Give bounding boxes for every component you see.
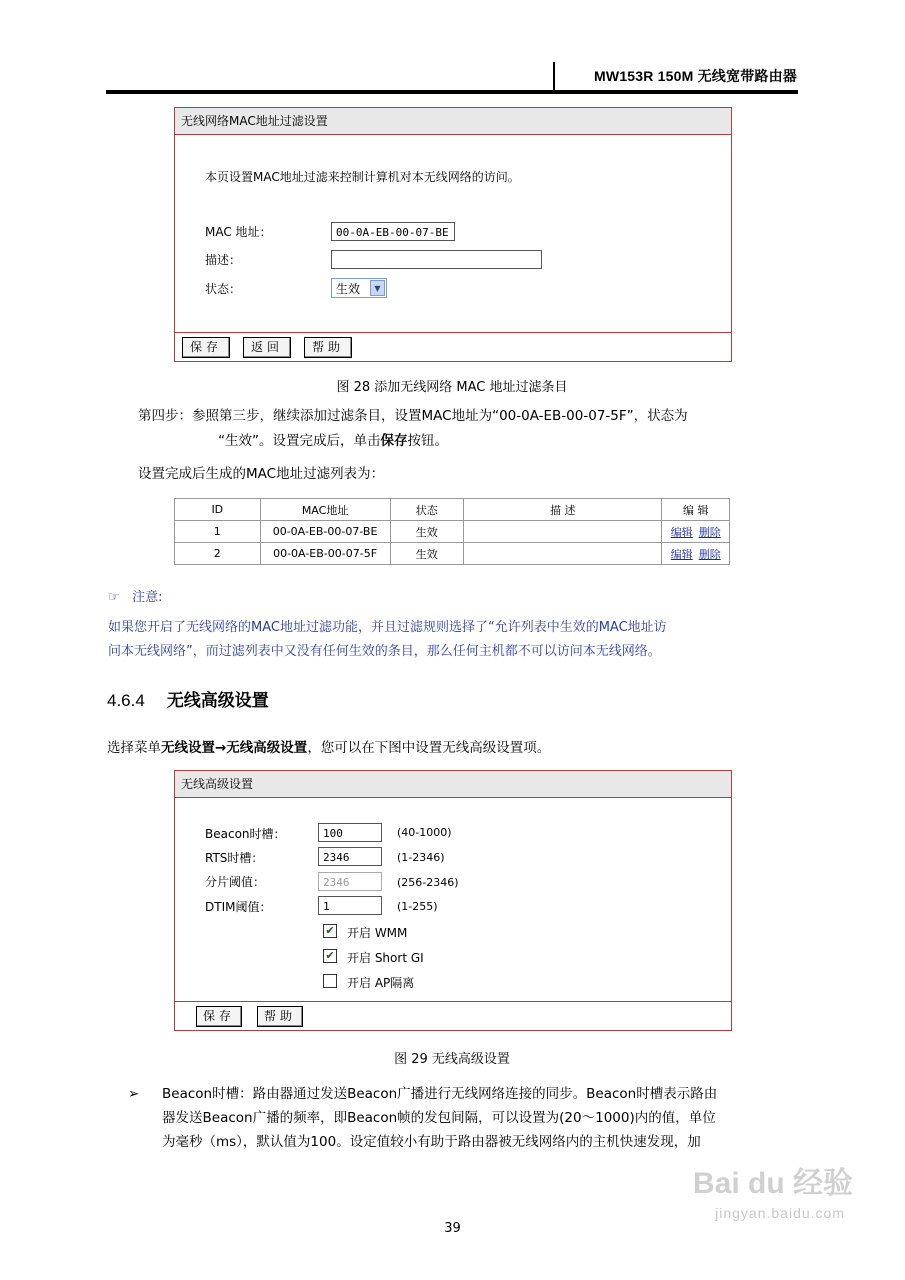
row-desc bbox=[464, 521, 662, 543]
row-mac: 00-0A-EB-00-07-5F bbox=[260, 543, 390, 565]
dtim-range: (1-255) bbox=[397, 900, 438, 913]
col-status: 状态 bbox=[390, 499, 464, 521]
mac-filter-panel bbox=[174, 107, 732, 362]
header-rule bbox=[106, 90, 798, 94]
beacon-range: (40-1000) bbox=[397, 826, 452, 839]
bullet-line3: 为毫秒（ms），默认值为100。设定值较小有助于路由器被无线网络内的主机快速发现，加 bbox=[162, 1134, 701, 1150]
mac-address-label: MAC 地址： bbox=[205, 225, 272, 239]
row-status: 生效 bbox=[390, 521, 464, 543]
row-actions bbox=[662, 543, 730, 565]
ap-isolation-checkbox[interactable] bbox=[323, 974, 337, 988]
edit-link[interactable]: 编辑 bbox=[670, 547, 693, 561]
step4-line1: 第四步：参照第三步，继续添加过滤条目，设置MAC地址为“00-0A-EB-00-07-5F”，状态为 bbox=[138, 408, 688, 424]
note-line1: 如果您开启了无线网络的MAC地址过滤功能，并且过滤规则选择了“允许列表中生效的MAC地址访 bbox=[108, 620, 667, 635]
note-line2: 问本无线网络”，而过滤列表中又没有任何生效的条目，那么任何主机都不可以访问本无线网络。 bbox=[108, 644, 661, 659]
table-row bbox=[175, 521, 730, 543]
help-button[interactable]: 帮助 bbox=[304, 337, 352, 358]
beacon-input[interactable]: 100 bbox=[318, 823, 382, 842]
bullet-line1: Beacon时槽：路由器通过发送Beacon广播进行无线网络连接的同步。Beacon时槽表示路由 bbox=[162, 1086, 718, 1102]
chevron-down-icon[interactable]: ▼ bbox=[370, 280, 385, 296]
advanced-panel-title: 无线高级设置 bbox=[175, 771, 731, 798]
step4-text-a: “生效”。设置完成后，单击 bbox=[218, 433, 381, 449]
row-status: 生效 bbox=[390, 543, 464, 565]
mac-panel-description: 本页设置MAC地址过滤来控制计算机对本无线网络的访问。 bbox=[205, 170, 520, 184]
description-label: 描述： bbox=[205, 253, 242, 267]
status-select-value: 生效 bbox=[336, 282, 361, 296]
rts-range: (1-2346) bbox=[397, 851, 445, 864]
note-title: 注意: bbox=[132, 590, 163, 605]
status-label: 状态： bbox=[205, 282, 242, 296]
ap-isolation-label: 开启 AP隔离 bbox=[347, 976, 415, 990]
baidu-watermark-logo: Bai du 经验 bbox=[692, 1167, 853, 1200]
table-row bbox=[175, 543, 730, 565]
save-button[interactable]: 保存 bbox=[196, 1006, 242, 1027]
rts-input[interactable]: 2346 bbox=[318, 847, 382, 866]
beacon-label: Beacon时槽： bbox=[205, 827, 286, 841]
figure-29-caption: 图 29 无线高级设置 bbox=[394, 1052, 510, 1067]
mac-address-input[interactable]: 00-0A-EB-00-07-BE bbox=[331, 222, 455, 241]
help-button[interactable]: 帮助 bbox=[257, 1006, 303, 1027]
mac-panel-footer bbox=[175, 332, 731, 361]
fragment-input: 2346 bbox=[318, 872, 382, 891]
short-gi-label: 开启 Short GI bbox=[347, 951, 424, 965]
mac-filter-table bbox=[174, 498, 730, 565]
col-edit: 编 辑 bbox=[662, 499, 730, 521]
dtim-input[interactable]: 1 bbox=[318, 896, 382, 915]
rts-label: RTS时槽： bbox=[205, 851, 264, 865]
bullet-line2: 器发送Beacon广播的频率，即Beacon帧的发包间隔，可以设置为(20～1000)内的值，单位 bbox=[162, 1110, 716, 1126]
row-id: 2 bbox=[175, 543, 261, 565]
col-desc: 描 述 bbox=[464, 499, 662, 521]
mac-panel-title: 无线网络MAC地址过滤设置 bbox=[175, 108, 731, 135]
description-input[interactable] bbox=[331, 250, 542, 269]
page-number: 39 bbox=[444, 1221, 461, 1236]
menu-intro bbox=[107, 736, 550, 760]
wmm-checkbox[interactable]: ✔ bbox=[323, 924, 337, 938]
wireless-advanced-panel bbox=[174, 770, 732, 1031]
save-button[interactable]: 保存 bbox=[182, 337, 230, 358]
wmm-label: 开启 WMM bbox=[347, 926, 408, 940]
intro-text-b: ，您可以在下图中设置无线高级设置项。 bbox=[307, 740, 551, 756]
step4-line2 bbox=[218, 429, 448, 453]
intro-text-a: 选择菜单 bbox=[107, 740, 161, 756]
row-id: 1 bbox=[175, 521, 261, 543]
row-actions bbox=[662, 521, 730, 543]
col-mac: MAC地址 bbox=[260, 499, 390, 521]
baidu-watermark-url: jingyan.baidu.com bbox=[715, 1205, 845, 1221]
fragment-range: (256-2346) bbox=[397, 876, 459, 889]
edit-link[interactable]: 编辑 bbox=[670, 525, 693, 539]
delete-link[interactable]: 删除 bbox=[698, 547, 721, 561]
note-title-line bbox=[108, 586, 162, 610]
section-heading bbox=[107, 686, 269, 711]
table-header-row bbox=[175, 499, 730, 521]
advanced-panel-footer bbox=[175, 1001, 731, 1030]
status-select[interactable] bbox=[331, 278, 387, 298]
intro-menu-path: 无线设置→无线高级设置 bbox=[161, 740, 308, 756]
step4-save-bold: 保存 bbox=[380, 433, 408, 449]
col-id: ID bbox=[175, 499, 261, 521]
fragment-label: 分片阈值： bbox=[205, 875, 266, 889]
document-header-title: MW153R 150M 无线宽带路由器 bbox=[594, 68, 797, 84]
short-gi-checkbox[interactable]: ✔ bbox=[323, 949, 337, 963]
row-desc bbox=[464, 543, 662, 565]
back-button[interactable]: 返回 bbox=[243, 337, 291, 358]
bullet-marker: ➢ bbox=[128, 1086, 140, 1102]
pointing-hand-icon: ☞ bbox=[108, 590, 120, 605]
delete-link[interactable]: 删除 bbox=[698, 525, 721, 539]
section-title: 无线高级设置 bbox=[166, 691, 269, 710]
row-mac: 00-0A-EB-00-07-BE bbox=[260, 521, 390, 543]
dtim-label: DTIM阈值： bbox=[205, 900, 272, 914]
list-intro: 设置完成后生成的MAC地址过滤列表为： bbox=[138, 466, 385, 482]
section-number: 4.6.4 bbox=[107, 691, 145, 710]
figure-28-caption: 图 28 添加无线网络 MAC 地址过滤条目 bbox=[336, 380, 568, 395]
step4-text-b: 按钮。 bbox=[407, 433, 448, 449]
